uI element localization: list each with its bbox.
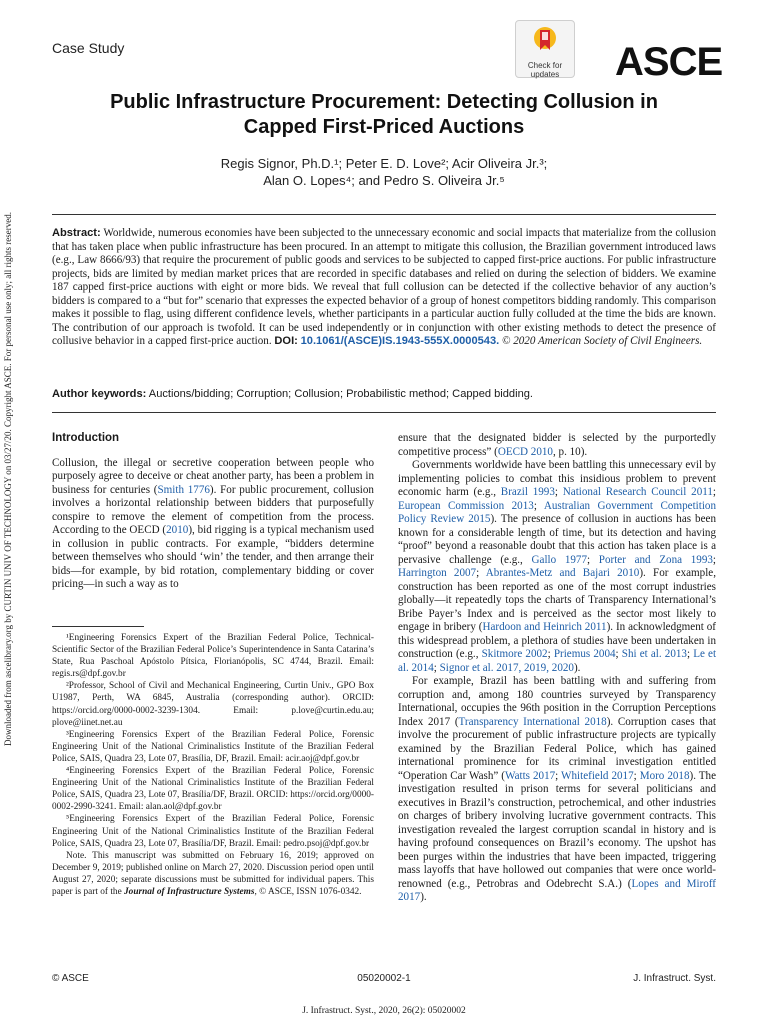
citation-link[interactable]: 2010: [166, 524, 189, 536]
abstract-section: [52, 214, 716, 413]
left-column: [52, 432, 374, 592]
section-heading-introduction: Introduction: [52, 432, 120, 444]
citation-link[interactable]: Gallo 1977: [531, 553, 588, 566]
footnote-2: ²Professor, School of Civil and Mechanical Engineering, Curtin Univ., GPO Box U1987, Perth, WA 6845, Australia (corresponding author). ORCID: https://orcid.org/0000-0002-3239-1304. Email: p.love@curtin.edu.au; plove@iinet.net.au: [52, 681, 374, 728]
citation-link[interactable]: European Commission 2013: [398, 499, 534, 512]
citation-link[interactable]: Moro 2018: [639, 769, 690, 782]
footer-page-id: 05020002-1: [357, 973, 411, 984]
citation-link[interactable]: Hardoon and Heinrich 2011: [482, 621, 607, 633]
footer-publisher: © ASCE: [52, 973, 89, 984]
citation-link[interactable]: Watts 2017: [505, 769, 556, 782]
citation-link[interactable]: Transparency International 2018: [458, 715, 607, 728]
doi-link[interactable]: 10.1061/(ASCE)IS.1943-555X.0000543.: [300, 335, 500, 348]
footnote-1: ¹Engineering Forensics Expert of the Brazilian Federal Police, Technical-Scientific Sector of the Brazilian Federal Police’s Superintendence in Santa Catarina’s State, Rua Paschoal Apóstolo Pítsica, Florianópolis, SC 4744, Brazil. Email: regis.rs@dpf.gov.br: [52, 633, 374, 680]
badge-text: Check for updates: [527, 61, 563, 79]
citation-link[interactable]: Whitefield 2017: [561, 769, 634, 782]
footnote-5: ⁵Engineering Forensics Expert of the Brazilian Federal Police, Forensic Engineering Unit of the National Criminalistics Institute of the Brazilian Federal Police, SAIS, Quadra 23, Lote 07, Brasília/DF, Brazil. Email: pedro.psoj@dpf.gov.br: [52, 814, 374, 849]
check-for-updates-badge[interactable]: [515, 20, 575, 78]
body-paragraph: ensure that the designated bidder is selected by the purportedly competitive process” (OECD 2010, p. 10).: [398, 432, 716, 458]
citation-link[interactable]: Skitmore 2002: [481, 648, 548, 660]
citation-link[interactable]: Signor et al. 2017, 2019, 2020: [439, 661, 574, 674]
body-paragraph: Governments worldwide have been battling this unnecessary evil by implementing policies to combat this insidious problem to prevent economic harm (e.g., Brazil 1993; National Research Council 2011; European Commission 2013; Australian Government Competition Policy Review 2015). The presence of collusion in auctions has been known for a considerable length of time, but its detection and having “proof” beyond a reasonable doubt that this action has taken place is a pervasive challenge (e.g., Gallo 1977; Porter and Zona 1993; Harrington 2007; Abrantes-Metz and Bajari 2010). For example, construction has been reported as one of the most corrupt industries globally—it repeatedly tops the charts of Transparency International’s Bribe Payer’s Index and is perceived as the sector most likely to engage in bribery (Hardoon and Heinrich 2011). In acknowledgment of this widespread problem, a plethora of studies have been undertaken in construction (e.g., Skitmore 2002; Priemus 2004; Shi et al. 2013; Le et al. 2014; Signor et al. 2017, 2019, 2020).: [398, 459, 717, 674]
body-paragraph: For example, Brazil has been battling with and suffering from corruption and, among 180 countries surveyed by Transparency International, occupies the 96th position in the Corruption Perceptions Index 2017 (Transparency International 2018). Corruption cases that involve the procurement of public infrastructure projects are typically examined by the Brazilian Federal Police, which has gained international prominence for its criminal investigation entitled “Operation Car Wash” (Watts 2017; Whitefield 2017; Moro 2018). The investigation resulted in prison terms for several politicians and executives in Brazil’s construction, petrochemical, and other industries on charges of bribery involving lucrative government contracts. This investigation revealed the largest corruption scandal in history and is having profound consequences on Brazil’s economy. The upshot has been purges within the industries that have been impacted, triggering mass layoffs that have hollowed out companies that were once world-renowned (e.g., Petrobras and Odebrecht S.A.) (Lopes and Miroff 2017).: [398, 675, 717, 903]
asce-logo: ASCE: [615, 40, 723, 84]
citation-link[interactable]: National Research Council 2011: [562, 486, 713, 498]
manuscript-note: Note. This manuscript was submitted on February 16, 2019; approved on December 9, 2019; published online on March 27, 2020. Discussion period open until August 27, 2020; separate discussions must be submitted for individual papers. This paper is part of the Journal of Infrastructure Systems, © ASCE, ISSN 1076-0342.: [52, 850, 374, 897]
intro-paragraph: Collusion, the illegal or secretive cooperation between people who purposely agree to deceive or cheat another party, has been a problem in business for centuries (Smith 1776). For public procurement, collusion involves a horizontal relationship between bidders that purposefully conspire to remove the element of competition from the process. According to the OECD (2010), bid rigging is a typical mechanism used in collusion in public contracts. For example, “bidders determine between themselves who should ‘win’ the tender, and then arrange their bids—for example, by bid rotation, complementary bidding or cover pricing—in such a way as to: [52, 456, 374, 590]
abstract-text: Abstract: Worldwide, numerous economies have been subjected to the unnecessary economic and social impacts that materialize from the collusion that has taken place when public infrastructure has been procured. In an attempt to mitigate this collusion, the Brazilian government introduced laws (e.g., Law 8666/93) that require the procurement of public goods and services to be subjected to capped first-price auctions. For public infrastructure projects, bids are limited by median market prices that are recorded in specific databases and relied on during the selection of bidders. We examine 187 capped first-price auctions with eight or more bids. We reveal that full collusion can be detected if the collective behavior of any auction’s bidders is compared to a “but for” scenario that expresses the expected behavior of a group of honest competitors bidding randomly. This comparison makes it possible to flag, using different confidence levels, whether participants in a particular auction fully colluded at the time the bids are known. The contribution of our approach is twofold. It can be used independently or in conjunction with other existing methods to detect the presence of collusive behavior in a capped first-price auction. DOI: 10.1061/(ASCE)IS.1943-555X.0000543. © 2020 American Society of Civil Engineers.: [52, 227, 716, 348]
footnote-4: ⁴Engineering Forensics Expert of the Brazilian Federal Police, Forensic Engineering Unit of the National Criminalistics Institute of the Brazilian Federal Police, SAIS, Quadra 23, Lote 07, Brasília/DF, Brazil. ORCID: https://orcid.org/0000-0002-2990-3241. Email: alan.aol@dpf.gov.br: [52, 766, 374, 813]
right-column: [398, 432, 716, 905]
citation-link[interactable]: Shi et al. 2013: [621, 648, 687, 660]
footer-journal: J. Infrastruct. Syst.: [633, 973, 716, 984]
author-list: Regis Signor, Ph.D.¹; Peter E. D. Love²; Acir Oliveira Jr.³; Alan O. Lopes⁴; and Pedro S. Oliveira Jr.⁵: [220, 156, 548, 188]
citation-link[interactable]: Brazil 1993: [500, 486, 555, 498]
footnote-divider: [52, 626, 144, 627]
author-keywords: Author keywords: Auctions/bidding; Corruption; Collusion; Probabilistic method; Capped bidding.: [52, 388, 533, 400]
citation-link[interactable]: Australian Government Competition Policy Review 2015: [398, 499, 716, 525]
citation-link[interactable]: Harrington 2007: [398, 567, 477, 579]
article-type-label: Case Study: [52, 40, 125, 56]
citation-link[interactable]: Lopes and Miroff 2017: [398, 877, 716, 903]
download-watermark: Downloaded from ascelibrary.org by CURTIN UNIV OF TECHNOLOGY on 03/27/20. Copyright ASCE. For personal use only; all rights reserved.: [3, 212, 13, 746]
footnotes: [52, 632, 374, 898]
citation-link[interactable]: Smith 1776: [157, 483, 210, 496]
article-title: Public Infrastructure Procurement: Detecting Collusion in Capped First-Priced Auctions: [110, 91, 658, 138]
footnote-3: ³Engineering Forensics Expert of the Brazilian Federal Police, Forensic Engineering Unit of the National Criminalistics Institute of the Brazilian Federal Police, SAIS, Quadra 23, Lote 07, Brasília, DF, Brazil. Email: acir.aoj@dpf.gov.br: [52, 729, 374, 764]
citation-link[interactable]: Priemus 2004: [553, 648, 616, 660]
bookmark-icon: [532, 26, 558, 54]
citation-link[interactable]: Porter and Zona 1993: [598, 553, 713, 566]
citation-line: J. Infrastruct. Syst., 2020, 26(2): 05020002: [302, 1006, 466, 1016]
citation-link[interactable]: OECD 2010: [497, 445, 553, 458]
citation-link[interactable]: Le et al. 2014: [398, 648, 717, 674]
citation-link[interactable]: Abrantes-Metz and Bajari 2010: [485, 567, 640, 579]
